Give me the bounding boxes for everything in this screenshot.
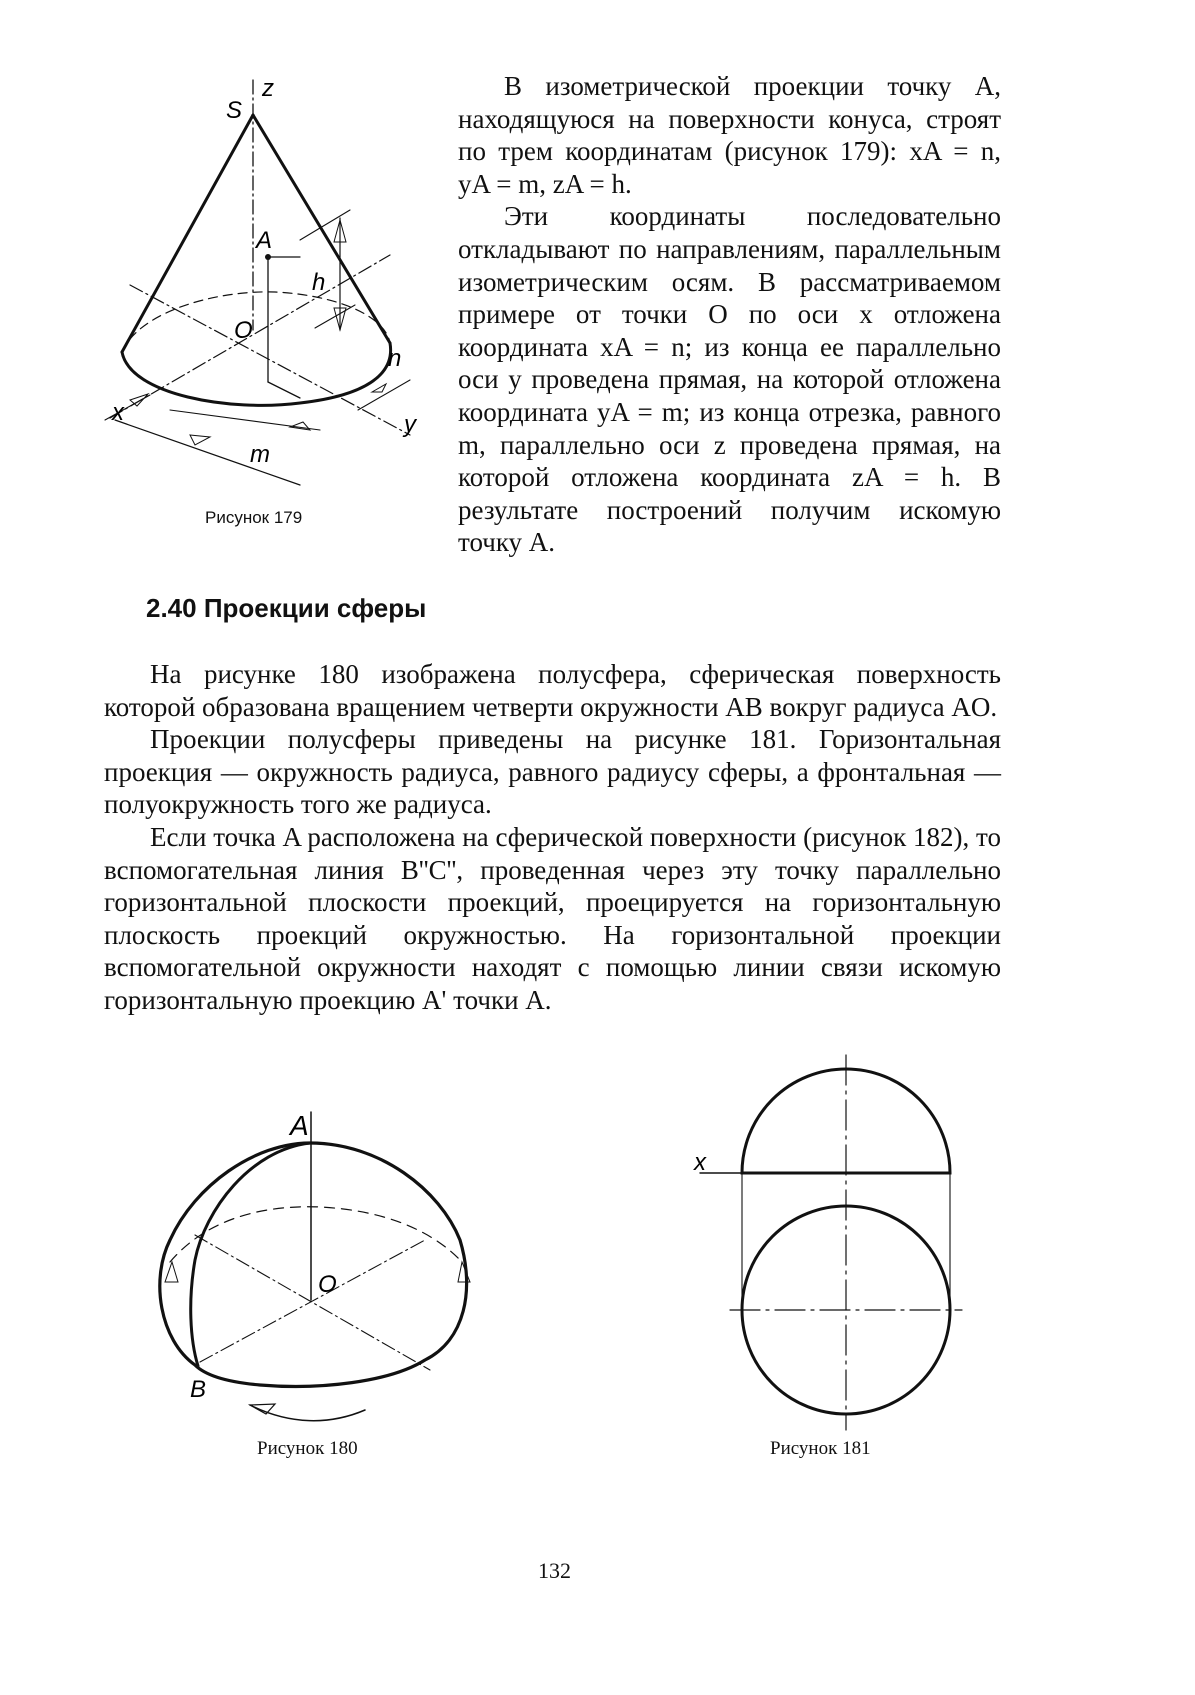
label-a-fig180: A xyxy=(290,1110,309,1141)
body-paragraph-1: На рисунке 180 изображена полусфера, сферическая поверхность которой образована вращением четверти окружности AB вокруг радиуса AO. xyxy=(104,659,1001,722)
m-dimension-line xyxy=(115,420,300,485)
label-x-fig181: x xyxy=(694,1149,706,1176)
label-x: x xyxy=(112,399,124,426)
cone-generator-right xyxy=(253,115,390,343)
base-ellipse-front xyxy=(122,343,391,405)
intro-paragraph-2: Эти координаты последовательно откладывают по направлениям, параллельным изометрическим осям. В рассматриваемом примере от точки O по оси x отложена координата xA = n; из конца ее параллельно оси y проведена прямая, на которой отложена координата yA = m; из конца отрезка, равного m, параллельно оси z проведена прямая, на которой отложена координата zA = h. В результате построений получим искомую точку A. xyxy=(458,201,1001,558)
label-b-fig180: B xyxy=(190,1376,207,1403)
base-ellipse-back xyxy=(122,292,390,352)
label-o-fig180: O xyxy=(318,1271,337,1298)
label-a: A xyxy=(256,227,273,254)
label-s: S xyxy=(226,97,243,124)
intro-paragraph-1: В изометрической проекции точку A, находящуюся на поверхности конуса, строят по трем координатам (рисунок 179): xA = n, yA = m, zA = h. xyxy=(458,71,1001,199)
label-h: h xyxy=(312,269,326,296)
figure-179-cone-drawing xyxy=(95,60,440,500)
quarter-arc-ab xyxy=(191,1143,310,1366)
label-n: n xyxy=(388,345,402,372)
point-a-marker xyxy=(265,254,271,260)
label-m: m xyxy=(250,441,270,468)
body-paragraph-2: Проекции полусферы приведены на рисунке 181. Горизонтальная проекция — окружность радиуса, равного радиусу сферы, а фронтальная — полуокружность того же радиуса. xyxy=(104,724,1001,820)
figure-179-caption: Рисунок 179 xyxy=(205,508,303,527)
body-text-block xyxy=(104,658,1001,1017)
figure-180-hemisphere-drawing xyxy=(145,1105,485,1440)
label-z: z xyxy=(262,75,274,102)
intro-text-block xyxy=(458,70,1001,559)
hemisphere-outline xyxy=(160,1143,467,1386)
figure-181-caption: Рисунок 181 xyxy=(770,1438,871,1459)
figure-180-caption: Рисунок 180 xyxy=(257,1438,358,1459)
body-paragraph-3: Если точка A расположена на сферической поверхности (рисунок 182), то вспомогательная линия B''C'', проведенная через эту точку параллельно горизонтальной плоскости проекций, проецируется на горизонтальную плоскость проекций окружностью. На горизонтальной проекции вспомогательной окружности находят с помощью линии связи искомую горизонтальную проекцию A' точки A. xyxy=(104,821,1001,1015)
figure-181-projections-drawing xyxy=(690,1050,970,1435)
page-number: 132 xyxy=(538,1558,571,1583)
section-heading: 2.40 Проекции сферы xyxy=(146,593,427,623)
label-o: O xyxy=(234,317,253,344)
label-y: y xyxy=(404,411,416,438)
